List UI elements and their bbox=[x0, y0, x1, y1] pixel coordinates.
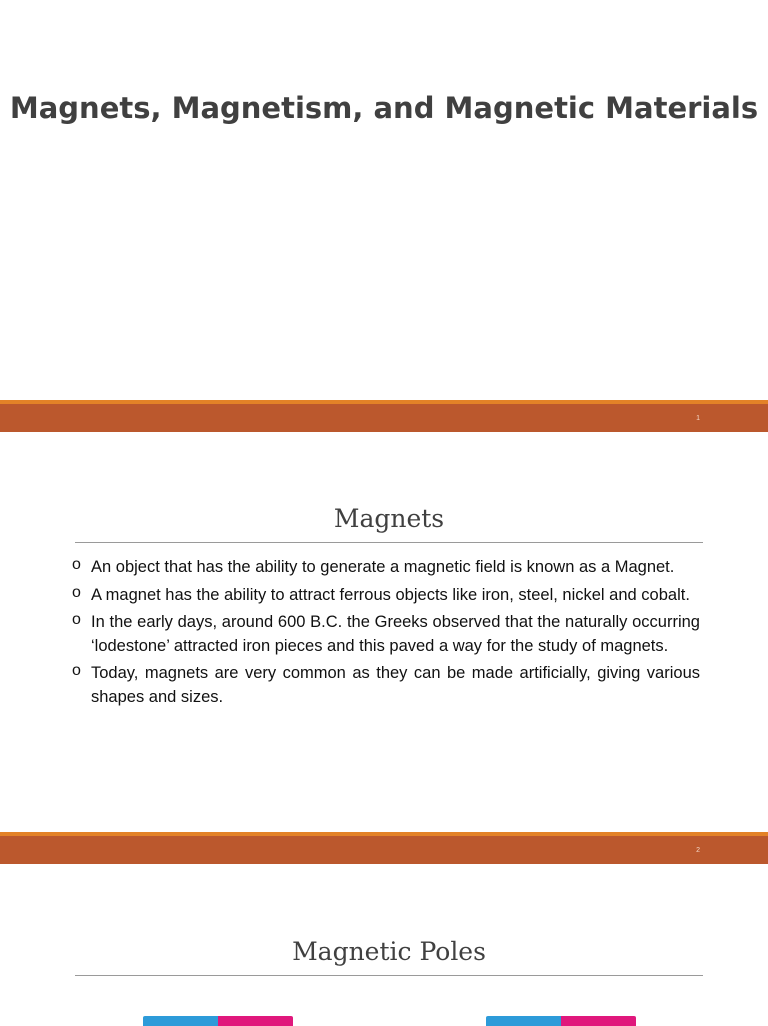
slide-2 bbox=[0, 432, 768, 832]
bar-magnet-illustration bbox=[143, 1016, 293, 1026]
list-item bbox=[72, 611, 700, 658]
slide-heading: Magnetic Poles bbox=[292, 937, 486, 966]
list-item bbox=[72, 584, 700, 608]
bullet-text: An object that has the ability to generate a magnetic field is known as a Magnet. bbox=[91, 558, 675, 576]
bullet-text: In the early days, around 600 B.C. the Greeks observed that the naturally occurring ‘lodestone’ attracted iron pieces and this paved a way for the study of magnets. bbox=[91, 613, 700, 655]
heading-divider bbox=[75, 542, 703, 543]
bullet-icon: o bbox=[72, 611, 81, 628]
slide-1 bbox=[0, 0, 768, 400]
north-pole bbox=[486, 1016, 561, 1026]
bar-magnet-illustration bbox=[486, 1016, 636, 1026]
page-number: 2 bbox=[696, 847, 700, 854]
list-item bbox=[72, 556, 700, 580]
slide-heading: Magnets bbox=[333, 504, 445, 533]
north-pole bbox=[143, 1016, 218, 1026]
list-item bbox=[72, 662, 700, 709]
bullet-icon: o bbox=[72, 583, 81, 601]
heading-divider bbox=[75, 975, 703, 976]
bullet-icon: o bbox=[72, 662, 81, 679]
bullet-text: Today, magnets are very common as they can be made artificially, giving various shapes and sizes. bbox=[91, 664, 700, 706]
slide-3 bbox=[0, 865, 768, 1024]
slide-2-footer-bar bbox=[0, 832, 768, 864]
south-pole bbox=[218, 1016, 293, 1026]
bullet-icon: o bbox=[72, 556, 81, 573]
slide-1-footer-bar bbox=[0, 400, 768, 432]
slide-title: Magnets, Magnetism, and Magnetic Materials bbox=[9, 91, 759, 125]
bullet-text: A magnet has the ability to attract ferrous objects like iron, steel, nickel and cobalt. bbox=[91, 585, 690, 604]
page-number: 1 bbox=[696, 415, 700, 422]
bullet-list bbox=[72, 556, 700, 713]
south-pole bbox=[561, 1016, 636, 1026]
